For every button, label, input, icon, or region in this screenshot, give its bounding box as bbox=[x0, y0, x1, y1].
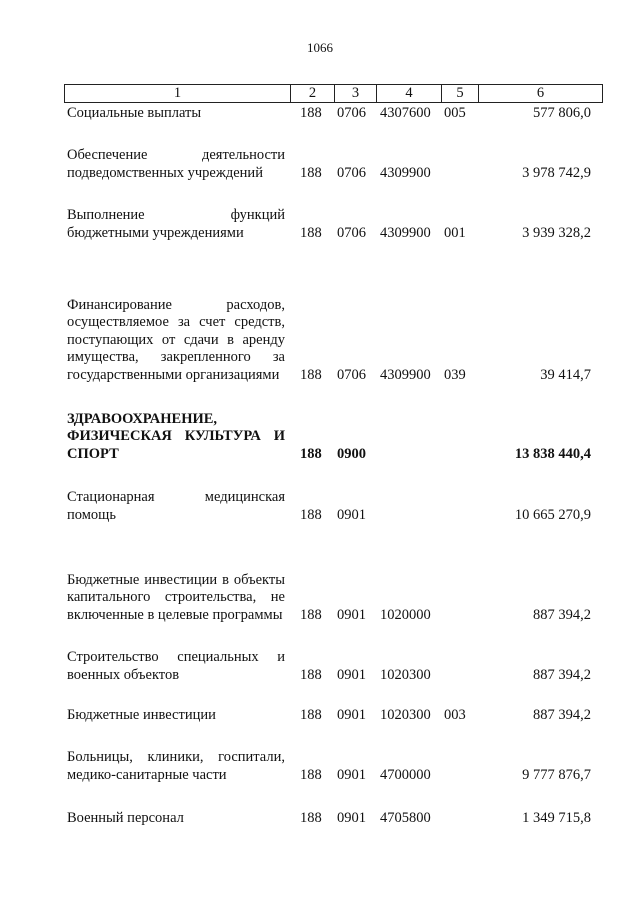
row-description: Бюджетные инвестиции bbox=[67, 706, 216, 723]
cell-c3: 0901 bbox=[337, 506, 366, 523]
cell-c5: 003 bbox=[444, 706, 466, 723]
header-col-4: 4 bbox=[377, 85, 442, 102]
table-row bbox=[67, 706, 597, 724]
cell-c6: 887 394,2 bbox=[533, 666, 591, 683]
cell-c2: 188 bbox=[300, 766, 322, 783]
row-description: Финансирование расходов, осуществляемое за счет средств, поступающих от сдачи в аренду имущества, закрепленного за государственными организациями bbox=[67, 296, 285, 383]
cell-c4: 1020000 bbox=[380, 606, 431, 623]
table-row bbox=[67, 648, 597, 684]
cell-c6: 13 838 440,4 bbox=[514, 445, 591, 462]
cell-c2: 188 bbox=[300, 445, 322, 462]
table-row bbox=[67, 409, 597, 463]
table-row bbox=[67, 809, 597, 827]
cell-c6: 1 349 715,8 bbox=[522, 809, 591, 826]
cell-c3: 0901 bbox=[337, 706, 366, 723]
table-row bbox=[67, 104, 597, 122]
cell-c4: 4309900 bbox=[380, 164, 431, 181]
row-description: Выполнение функций бюджетными учреждениями bbox=[67, 207, 285, 241]
cell-c3: 0901 bbox=[337, 606, 366, 623]
cell-c2: 188 bbox=[300, 164, 322, 181]
cell-c5: 039 bbox=[444, 366, 466, 383]
page-number: 1066 bbox=[307, 40, 333, 55]
row-description: Строительство специальных и военных объектов bbox=[67, 649, 285, 683]
cell-c6: 39 414,7 bbox=[540, 366, 591, 383]
cell-c4: 1020300 bbox=[380, 666, 431, 683]
table-row bbox=[67, 206, 597, 242]
table-row bbox=[67, 488, 597, 524]
cell-c3: 0706 bbox=[337, 104, 366, 121]
row-description: Военный персонал bbox=[67, 809, 184, 826]
cell-c4: 4705800 bbox=[380, 809, 431, 826]
cell-c5: 005 bbox=[444, 104, 466, 121]
table-header bbox=[64, 84, 603, 103]
cell-c2: 188 bbox=[300, 706, 322, 723]
row-description: Социальные выплаты bbox=[67, 104, 202, 121]
row-description: Бюджетные инвестиции в объекты капитального строительства, не включенные в целевые программы bbox=[67, 571, 285, 623]
cell-c3: 0901 bbox=[337, 766, 366, 783]
cell-c2: 188 bbox=[300, 104, 322, 121]
cell-c4: 4309900 bbox=[380, 366, 431, 383]
cell-c3: 0706 bbox=[337, 224, 366, 241]
header-col-2: 2 bbox=[291, 85, 335, 102]
row-description: Стационарная медицинская помощь bbox=[67, 489, 285, 523]
cell-c6: 887 394,2 bbox=[533, 706, 591, 723]
cell-c6: 3 939 328,2 bbox=[522, 224, 591, 241]
header-col-5: 5 bbox=[442, 85, 479, 102]
header-col-1: 1 bbox=[65, 85, 291, 102]
cell-c2: 188 bbox=[300, 366, 322, 383]
row-description: ЗДРАВООХРАНЕНИЕ, ФИЗИЧЕСКАЯ КУЛЬТУРА И СПОРТ bbox=[67, 410, 285, 462]
cell-c2: 188 bbox=[300, 506, 322, 523]
cell-c6: 3 978 742,9 bbox=[522, 164, 591, 181]
table-row bbox=[67, 552, 597, 624]
cell-c3: 0901 bbox=[337, 809, 366, 826]
cell-c3: 0706 bbox=[337, 164, 366, 181]
cell-c2: 188 bbox=[300, 606, 322, 623]
cell-c2: 188 bbox=[300, 224, 322, 241]
cell-c6: 577 806,0 bbox=[533, 104, 591, 121]
table-row bbox=[67, 278, 597, 384]
cell-c3: 0900 bbox=[337, 445, 366, 462]
cell-c4: 4309900 bbox=[380, 224, 431, 241]
table-row bbox=[67, 146, 597, 182]
cell-c3: 0706 bbox=[337, 366, 366, 383]
cell-c4: 4700000 bbox=[380, 766, 431, 783]
cell-c2: 188 bbox=[300, 666, 322, 683]
row-description: Обеспечение деятельности подведомственных учреждений bbox=[67, 147, 285, 181]
header-col-3: 3 bbox=[335, 85, 377, 102]
cell-c4: 4307600 bbox=[380, 104, 431, 121]
cell-c4: 1020300 bbox=[380, 706, 431, 723]
cell-c6: 10 665 270,9 bbox=[514, 506, 591, 523]
table-row bbox=[67, 748, 597, 784]
cell-c6: 9 777 876,7 bbox=[522, 766, 591, 783]
cell-c5: 001 bbox=[444, 224, 466, 241]
header-col-6: 6 bbox=[536, 85, 545, 101]
cell-c2: 188 bbox=[300, 809, 322, 826]
cell-c6: 887 394,2 bbox=[533, 606, 591, 623]
cell-c3: 0901 bbox=[337, 666, 366, 683]
row-description: Больницы, клиники, госпитали, медико-санитарные части bbox=[67, 749, 285, 783]
